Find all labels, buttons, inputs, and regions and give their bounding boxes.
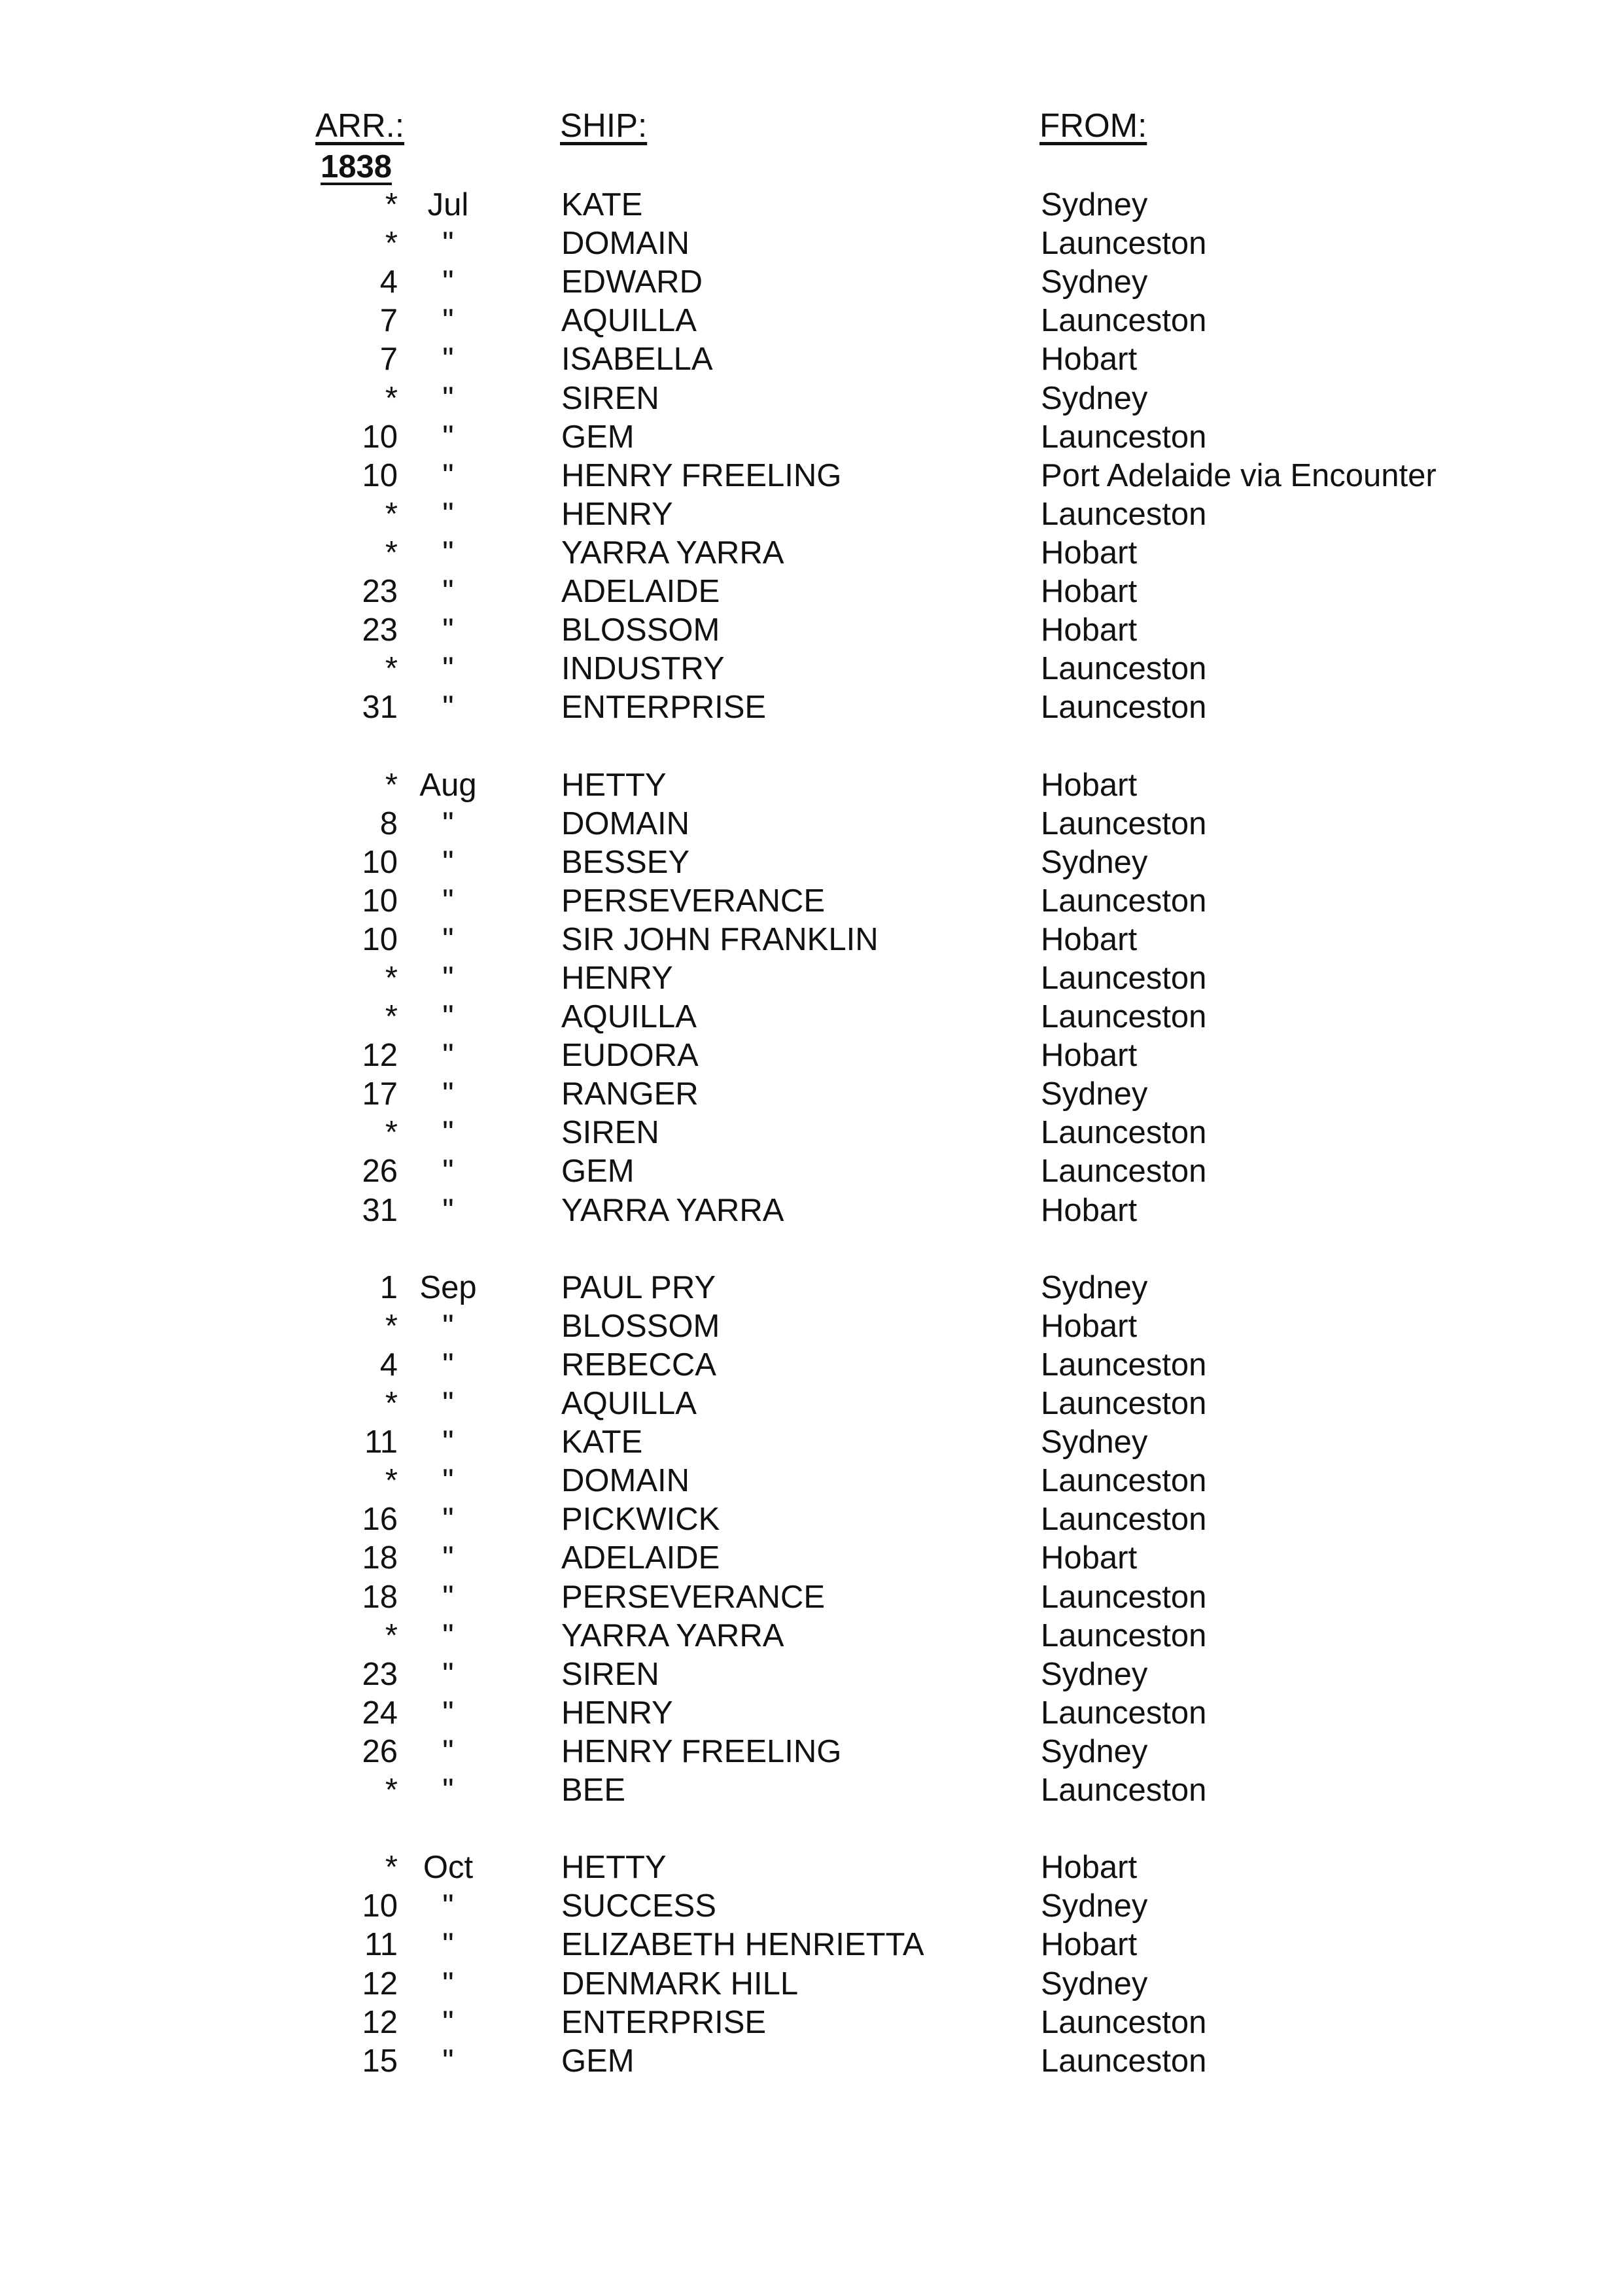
arrival-row [0, 921, 1623, 959]
arrival-row [0, 1887, 1623, 1926]
ship-name: HENRY FREELING [561, 458, 842, 493]
ship-name: AQUILLA [561, 999, 697, 1034]
arrival-day: * [385, 497, 398, 532]
origin-port: Launceston [1041, 303, 1207, 338]
origin-port: Launceston [1041, 1695, 1207, 1731]
arrival-month: " [442, 381, 454, 416]
ship-name: ELIZABETH HENRIETTA [561, 1927, 924, 1962]
arrival-month: Jul [427, 187, 469, 222]
arrival-row [0, 1462, 1623, 1500]
arrival-month: " [442, 342, 454, 377]
arrival-month: " [442, 1347, 454, 1383]
arrival-row [0, 495, 1623, 534]
arrival-day: 12 [362, 2005, 398, 2040]
arrival-row [0, 1539, 1623, 1578]
arrival-day: * [385, 1773, 398, 1808]
arrival-row [0, 186, 1623, 224]
arrival-day: * [385, 1618, 398, 1653]
ship-name: DOMAIN [561, 226, 689, 261]
arrival-row [0, 1269, 1623, 1307]
arrival-row [0, 1423, 1623, 1462]
arrival-row [0, 1965, 1623, 2004]
arrival-row [0, 650, 1623, 688]
arrival-month: " [442, 1927, 454, 1962]
ship-name: DENMARK HILL [561, 1966, 799, 2002]
arrival-month: " [442, 612, 454, 648]
origin-port: Hobart [1041, 1038, 1138, 1073]
arrival-day: * [385, 535, 398, 571]
arrival-month: " [442, 535, 454, 571]
origin-port: Sydney [1041, 1657, 1148, 1692]
ship-column-header: SHIP: [560, 107, 648, 144]
arrival-day: 10 [362, 922, 398, 957]
arrival-day: 12 [362, 1966, 398, 2002]
origin-port: Sydney [1041, 1888, 1148, 1924]
arrival-month: " [442, 226, 454, 261]
arrival-month: " [442, 303, 454, 338]
ship-name: GEM [561, 2043, 635, 2079]
arrival-month: " [442, 1580, 454, 1615]
arrival-day: * [385, 999, 398, 1034]
arrival-row [0, 573, 1623, 611]
arrival-row [0, 1500, 1623, 1539]
arrival-row [0, 1694, 1623, 1733]
arrival-month: " [442, 845, 454, 880]
arrival-month: " [442, 1076, 454, 1112]
arrival-row [0, 1152, 1623, 1191]
arrival-day: * [385, 187, 398, 222]
origin-port: Launceston [1041, 1618, 1207, 1653]
arrival-row [0, 418, 1623, 457]
ship-name: PICKWICK [561, 1502, 720, 1537]
origin-port: Launceston [1041, 1502, 1207, 1537]
ship-name: DOMAIN [561, 806, 689, 841]
arrival-row [0, 1655, 1623, 1694]
origin-port: Hobart [1041, 1540, 1138, 1576]
arrival-day: * [385, 1850, 398, 1885]
arrival-day: * [385, 1309, 398, 1344]
arrival-row [0, 1346, 1623, 1385]
arrival-month: " [442, 1309, 454, 1344]
origin-port: Launceston [1041, 806, 1207, 841]
ship-name: HENRY FREELING [561, 1734, 842, 1769]
arrival-day: 1 [379, 1270, 398, 1305]
arrival-row [0, 688, 1623, 727]
arrival-month: " [442, 2043, 454, 2079]
origin-port: Sydney [1041, 845, 1148, 880]
arrival-day: 10 [362, 1888, 398, 1924]
arrival-month: " [442, 651, 454, 686]
arrival-row [0, 882, 1623, 921]
arrival-month: Aug [419, 768, 477, 803]
ship-name: BESSEY [561, 845, 690, 880]
arrival-day: * [385, 651, 398, 686]
ship-name: SIREN [561, 1115, 659, 1150]
arrival-row [0, 302, 1623, 340]
arrival-month: " [442, 1966, 454, 2002]
arrival-day: 7 [379, 342, 398, 377]
arrival-day: * [385, 961, 398, 996]
ship-name: INDUSTRY [561, 651, 725, 686]
origin-port: Port Adelaide via Encounter [1041, 458, 1437, 493]
arrival-month: " [442, 1618, 454, 1653]
arrival-day: 8 [379, 806, 398, 841]
origin-port: Hobart [1041, 1850, 1138, 1885]
arrival-month: " [442, 1424, 454, 1460]
origin-port: Launceston [1041, 999, 1207, 1034]
arrival-row [0, 1617, 1623, 1655]
arrival-row [0, 1192, 1623, 1230]
arrival-month: " [442, 1386, 454, 1421]
origin-port: Launceston [1041, 419, 1207, 455]
arrival-day: 11 [364, 1927, 398, 1962]
ship-name: ADELAIDE [561, 574, 720, 609]
arrival-month: " [442, 1193, 454, 1228]
arrival-row [0, 2042, 1623, 2081]
ship-name: ISABELLA [561, 342, 713, 377]
ship-name: PERSEVERANCE [561, 883, 826, 919]
arrival-month: " [442, 690, 454, 725]
arrival-month: " [442, 883, 454, 919]
arrival-day: * [385, 226, 398, 261]
arrival-row [0, 1075, 1623, 1114]
arrival-day: 31 [362, 1193, 398, 1228]
ship-name: HENRY [561, 1695, 673, 1731]
arrival-row [0, 340, 1623, 379]
arrival-row [0, 1926, 1623, 1964]
arrival-day: 18 [362, 1540, 398, 1576]
origin-port: Hobart [1041, 574, 1138, 609]
origin-port: Hobart [1041, 535, 1138, 571]
arrival-month: " [442, 1657, 454, 1692]
ship-name: BLOSSOM [561, 612, 720, 648]
arrival-row [0, 959, 1623, 998]
arrival-day: 10 [362, 419, 398, 455]
ship-name: YARRA YARRA [561, 1618, 784, 1653]
arrival-day: 7 [379, 303, 398, 338]
arrival-row [0, 1733, 1623, 1771]
arrival-day: 24 [362, 1695, 398, 1731]
arrival-day: * [385, 381, 398, 416]
arrival-row [0, 1578, 1623, 1617]
ship-name: SIREN [561, 1657, 659, 1692]
ship-name: SIREN [561, 381, 659, 416]
arrival-day: 23 [362, 612, 398, 648]
arrival-row [0, 2004, 1623, 2042]
origin-port: Hobart [1041, 1927, 1138, 1962]
ship-name: GEM [561, 1154, 635, 1189]
origin-port: Launceston [1041, 690, 1207, 725]
arrival-month: " [442, 2005, 454, 2040]
arrival-month: " [442, 1154, 454, 1189]
ship-name: DOMAIN [561, 1463, 689, 1498]
ship-name: PERSEVERANCE [561, 1580, 826, 1615]
arrival-month: Oct [423, 1850, 474, 1885]
arrival-day: * [385, 1115, 398, 1150]
arrival-month: " [442, 1115, 454, 1150]
origin-port: Sydney [1041, 187, 1148, 222]
arrival-day: 16 [362, 1502, 398, 1537]
arrival-row [0, 611, 1623, 650]
arrival-day: 4 [379, 264, 398, 300]
origin-column-header: FROM: [1039, 107, 1147, 144]
origin-port: Hobart [1041, 1193, 1138, 1228]
arrival-month: " [442, 806, 454, 841]
origin-port: Launceston [1041, 961, 1207, 996]
arrival-month: " [442, 1773, 454, 1808]
origin-port: Hobart [1041, 768, 1138, 803]
arrival-row [0, 805, 1623, 843]
ship-name: KATE [561, 1424, 643, 1460]
origin-port: Hobart [1041, 922, 1138, 957]
arrival-row [0, 1036, 1623, 1075]
ship-name: AQUILLA [561, 303, 697, 338]
ship-name: YARRA YARRA [561, 535, 784, 571]
arrival-day: 26 [362, 1154, 398, 1189]
ship-name: EUDORA [561, 1038, 699, 1073]
origin-port: Launceston [1041, 651, 1207, 686]
arrival-month: " [442, 1695, 454, 1731]
arrival-column-header: ARR.: [315, 107, 405, 144]
ship-name: EDWARD [561, 264, 703, 300]
arrival-day: 10 [362, 883, 398, 919]
arrival-row [0, 263, 1623, 302]
arrival-row [0, 1114, 1623, 1152]
origin-port: Sydney [1041, 1424, 1148, 1460]
arrival-row [0, 1385, 1623, 1423]
ship-name: ADELAIDE [561, 1540, 720, 1576]
arrival-month: " [442, 1540, 454, 1576]
arrival-month: " [442, 458, 454, 493]
arrival-row [0, 224, 1623, 263]
origin-port: Sydney [1041, 1076, 1148, 1112]
ship-name: HETTY [561, 1850, 667, 1885]
ship-name: KATE [561, 187, 643, 222]
ship-name: HENRY [561, 497, 673, 532]
ship-name: ENTERPRISE [561, 690, 767, 725]
origin-port: Hobart [1041, 1309, 1138, 1344]
ship-name: PAUL PRY [561, 1270, 716, 1305]
ship-name: YARRA YARRA [561, 1193, 784, 1228]
arrival-month: " [442, 961, 454, 996]
origin-port: Launceston [1041, 1347, 1207, 1383]
year-heading: 1838 [321, 149, 393, 185]
arrival-day: 31 [362, 690, 398, 725]
ship-name: RANGER [561, 1076, 699, 1112]
origin-port: Launceston [1041, 497, 1207, 532]
arrival-day: * [385, 1463, 398, 1498]
ship-name: REBECCA [561, 1347, 716, 1383]
origin-port: Sydney [1041, 381, 1148, 416]
arrival-day: 10 [362, 458, 398, 493]
origin-port: Sydney [1041, 1734, 1148, 1769]
origin-port: Launceston [1041, 226, 1207, 261]
arrival-day: * [385, 768, 398, 803]
arrival-month: " [442, 999, 454, 1034]
origin-port: Launceston [1041, 1773, 1207, 1808]
origin-port: Launceston [1041, 2005, 1207, 2040]
ship-name: GEM [561, 419, 635, 455]
arrival-row [0, 843, 1623, 882]
origin-port: Hobart [1041, 612, 1138, 648]
arrival-row [0, 1307, 1623, 1346]
ship-name: AQUILLA [561, 1386, 697, 1421]
arrival-month: " [442, 1502, 454, 1537]
arrival-row [0, 1771, 1623, 1810]
origin-port: Launceston [1041, 1463, 1207, 1498]
origin-port: Launceston [1041, 1115, 1207, 1150]
arrival-month: " [442, 1038, 454, 1073]
arrival-day: 18 [362, 1580, 398, 1615]
arrival-month: " [442, 1463, 454, 1498]
arrival-day: 23 [362, 574, 398, 609]
arrival-day: 12 [362, 1038, 398, 1073]
ship-name: BEE [561, 1773, 626, 1808]
origin-port: Launceston [1041, 1580, 1207, 1615]
arrival-row [0, 534, 1623, 573]
arrival-day: 23 [362, 1657, 398, 1692]
arrival-month: " [442, 419, 454, 455]
origin-port: Sydney [1041, 1966, 1148, 2002]
arrival-day: 15 [362, 2043, 398, 2079]
origin-port: Sydney [1041, 1270, 1148, 1305]
arrival-month: " [442, 1888, 454, 1924]
arrival-month: " [442, 574, 454, 609]
arrival-month: " [442, 264, 454, 300]
ship-name: HENRY [561, 961, 673, 996]
arrival-day: 26 [362, 1734, 398, 1769]
arrival-day: 17 [362, 1076, 398, 1112]
arrival-month: Sep [419, 1270, 477, 1305]
arrival-day: 11 [364, 1424, 398, 1460]
origin-port: Hobart [1041, 342, 1138, 377]
arrival-day: 4 [379, 1347, 398, 1383]
arrival-day: 10 [362, 845, 398, 880]
origin-port: Launceston [1041, 1154, 1207, 1189]
arrival-row [0, 457, 1623, 495]
arrival-month: " [442, 497, 454, 532]
origin-port: Launceston [1041, 2043, 1207, 2079]
arrival-row [0, 998, 1623, 1036]
ship-name: SUCCESS [561, 1888, 716, 1924]
arrival-row [0, 380, 1623, 418]
ship-name: SIR JOHN FRANKLIN [561, 922, 879, 957]
origin-port: Sydney [1041, 264, 1148, 300]
arrival-month: " [442, 922, 454, 957]
origin-port: Launceston [1041, 883, 1207, 919]
ship-name: HETTY [561, 768, 667, 803]
arrival-row [0, 766, 1623, 805]
arrival-row [0, 1848, 1623, 1887]
ship-name: ENTERPRISE [561, 2005, 767, 2040]
arrival-day: * [385, 1386, 398, 1421]
ship-name: BLOSSOM [561, 1309, 720, 1344]
origin-port: Launceston [1041, 1386, 1207, 1421]
arrival-month: " [442, 1734, 454, 1769]
